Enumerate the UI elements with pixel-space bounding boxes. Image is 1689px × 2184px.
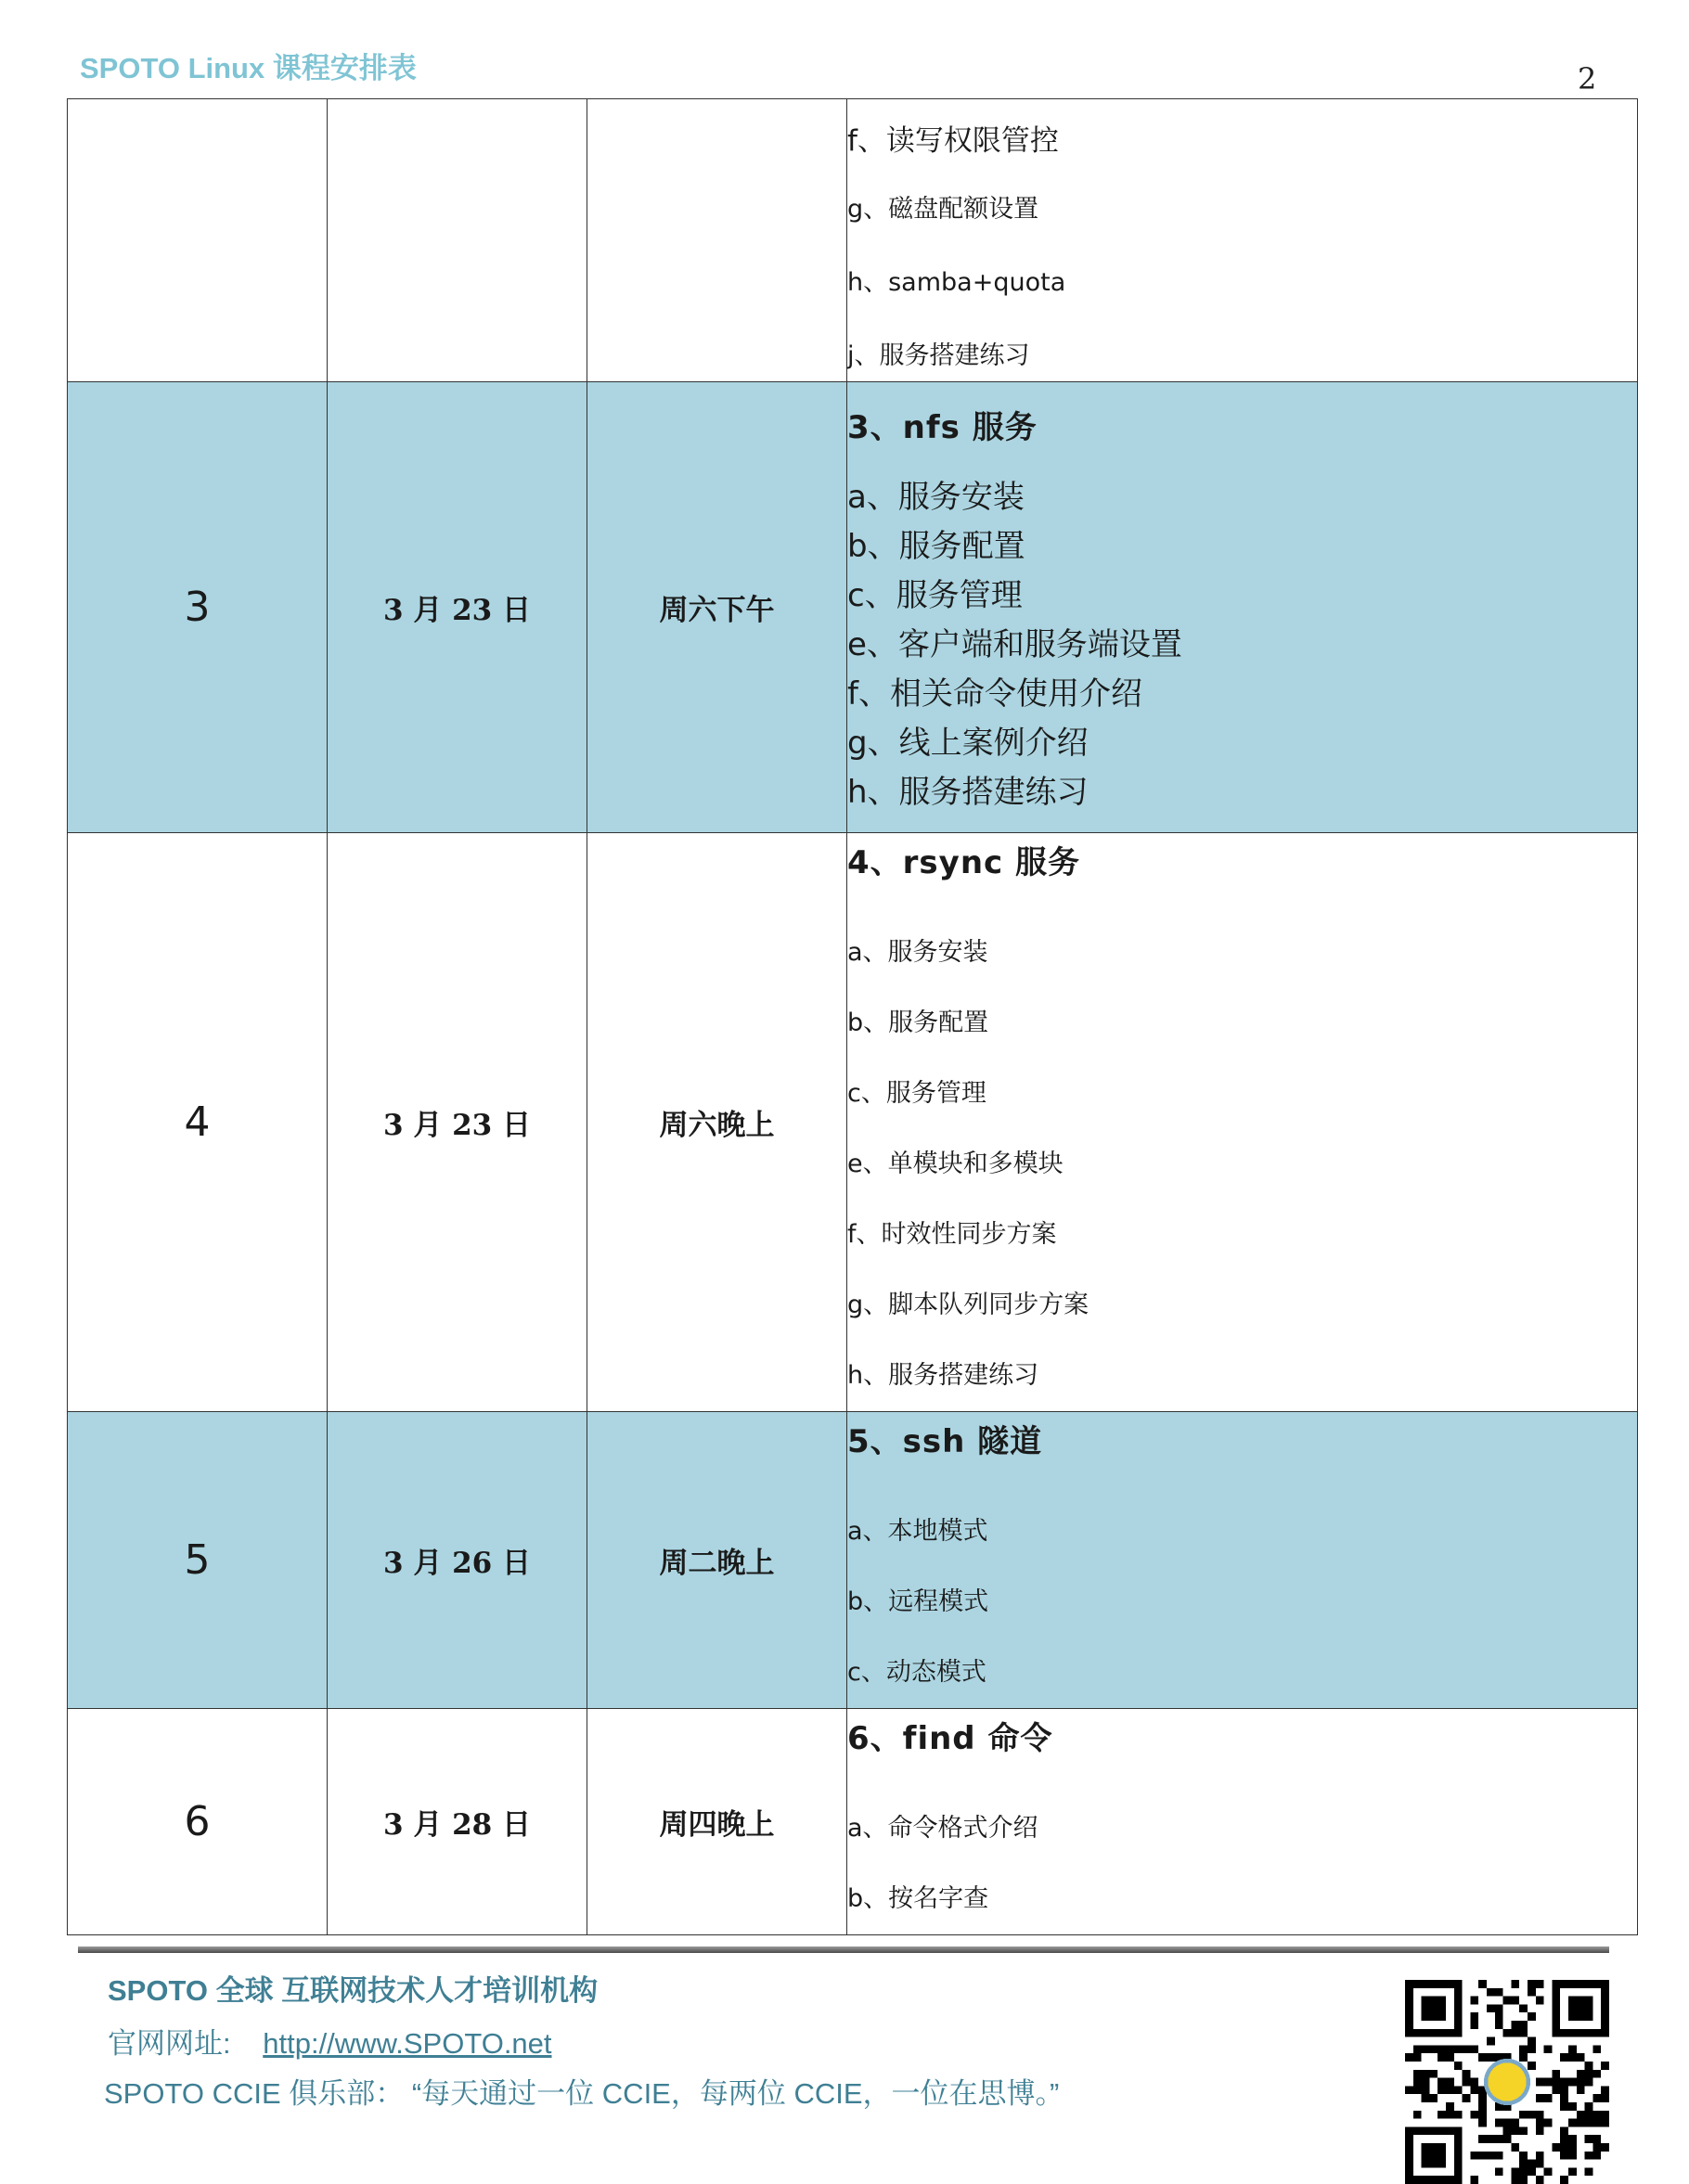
list-item: j、服务搭建练习 <box>847 341 1030 370</box>
session-content <box>847 833 1638 1412</box>
list-item: b、服务配置 <box>847 1008 989 1037</box>
page-number: 2 <box>1578 61 1597 96</box>
session-date: 3 月 28 日 <box>328 1709 587 1935</box>
list-item: e、单模块和多模块 <box>847 1150 1064 1178</box>
list-item: a、服务安装 <box>847 938 988 967</box>
list-item: b、远程模式 <box>847 1587 989 1616</box>
list-item: f、时效性同步方案 <box>847 1220 1057 1249</box>
website-link[interactable]: http://www.SPOTO.net <box>263 2027 552 2060</box>
session-number <box>68 99 328 382</box>
list-item: c、动态模式 <box>847 1658 986 1687</box>
section-title: 6、find 命令 <box>847 1720 1053 1757</box>
session-date: 3 月 23 日 <box>328 833 587 1412</box>
session-content <box>847 99 1638 382</box>
header-title: SPOTO Linux 课程安排表 <box>80 52 417 84</box>
schedule-table <box>67 98 1638 1935</box>
list-item: a、服务安装 <box>847 478 1025 516</box>
footer-club: SPOTO CCIE 俱乐部： “每天通过一位 CCIE，每两位 CCIE，一位在思博。” <box>104 2077 1060 2110</box>
session-content <box>847 382 1638 833</box>
list-item: b、服务配置 <box>847 527 1025 565</box>
list-item: f、读写权限管控 <box>847 124 1059 158</box>
qr-code-icon <box>1405 1980 1609 2184</box>
section-title: 5、ssh 隧道 <box>847 1423 1043 1460</box>
section-title: 3、nfs 服务 <box>847 408 1038 446</box>
list-item: g、脚本队列同步方案 <box>847 1291 1089 1319</box>
table-row <box>68 833 1638 1412</box>
list-item: h、服务搭建练习 <box>847 1361 1039 1390</box>
table-row <box>68 1412 1638 1709</box>
website-label: 官网网址: <box>108 2027 231 2060</box>
list-item: a、命令格式介绍 <box>847 1814 1038 1843</box>
list-item: f、相关命令使用介绍 <box>847 674 1142 713</box>
table-row <box>68 382 1638 833</box>
session-number: 4 <box>68 833 328 1412</box>
session-time <box>587 99 847 382</box>
list-item: b、按名字查 <box>847 1884 989 1913</box>
footer-divider <box>78 1946 1609 1953</box>
table-row <box>68 99 1638 382</box>
list-item: g、线上案例介绍 <box>847 724 1089 762</box>
list-item: g、磁盘配额设置 <box>847 195 1039 224</box>
session-date: 3 月 23 日 <box>328 382 587 833</box>
table-row <box>68 1709 1638 1935</box>
list-item: a、本地模式 <box>847 1517 988 1546</box>
list-item: c、服务管理 <box>847 1079 986 1108</box>
session-time: 周四晚上 <box>587 1709 847 1935</box>
session-number: 3 <box>68 382 328 833</box>
session-date: 3 月 26 日 <box>328 1412 587 1709</box>
session-number: 5 <box>68 1412 328 1709</box>
session-time: 周六下午 <box>587 382 847 833</box>
session-content <box>847 1412 1638 1709</box>
list-item: h、samba+quota <box>847 268 1066 297</box>
section-title: 4、rsync 服务 <box>847 844 1081 881</box>
session-time: 周二晚上 <box>587 1412 847 1709</box>
session-number: 6 <box>68 1709 328 1935</box>
footer-org: SPOTO 全球 互联网技术人才培训机构 <box>108 1974 599 2007</box>
list-item: c、服务管理 <box>847 576 1023 614</box>
list-item: h、服务搭建练习 <box>847 773 1089 811</box>
list-item: e、客户端和服务端设置 <box>847 625 1182 663</box>
session-content <box>847 1709 1638 1935</box>
session-time: 周六晚上 <box>587 833 847 1412</box>
footer-website <box>108 2020 552 2062</box>
session-date <box>328 99 587 382</box>
